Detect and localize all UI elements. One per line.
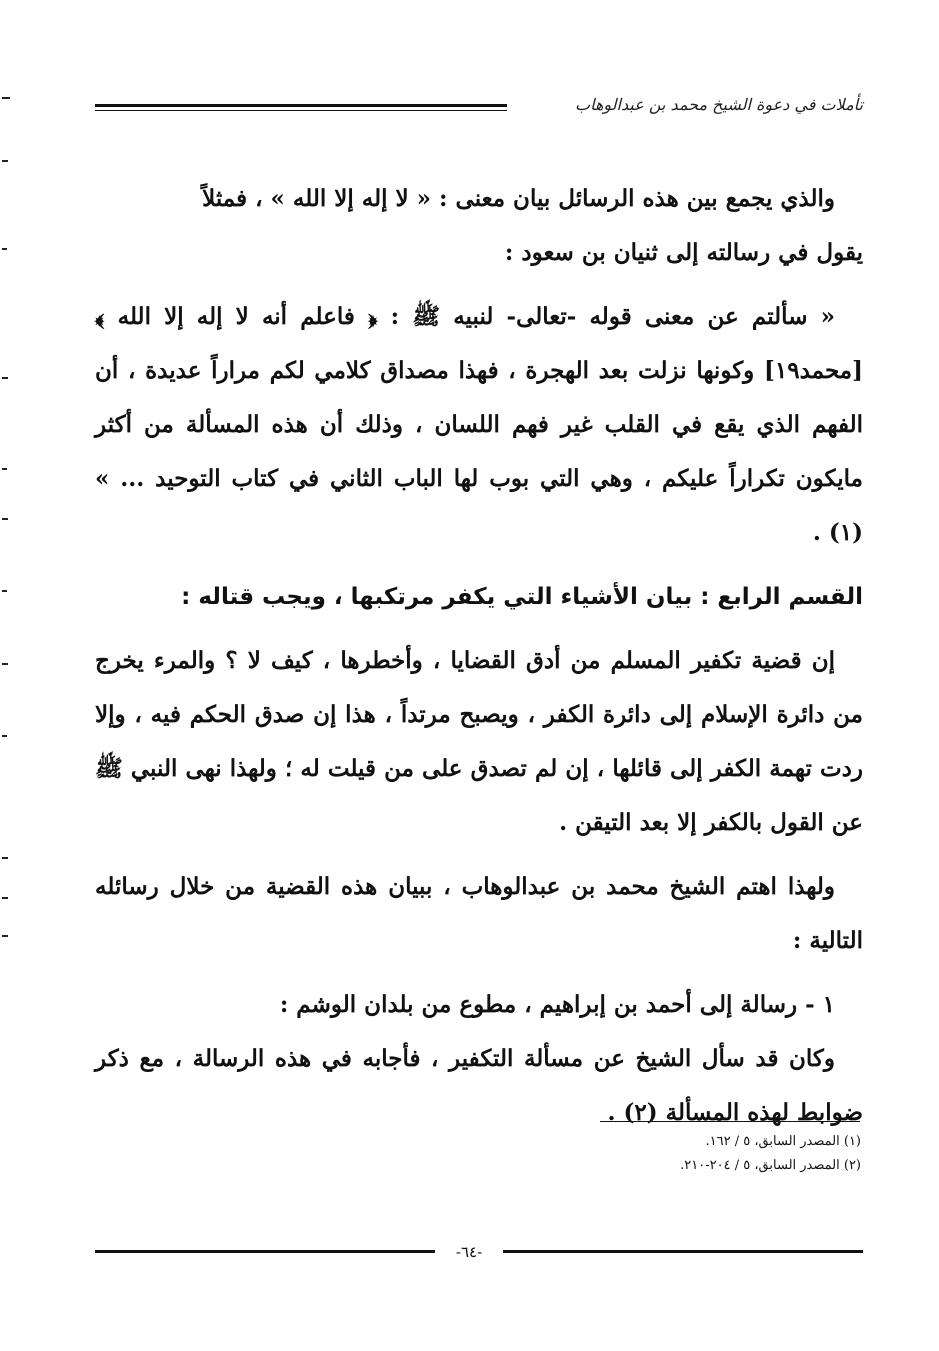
footer-rule-left — [95, 1250, 435, 1253]
paragraph-intro-line2: يقول في رسالته إلى ثنيان بن سعود : — [504, 239, 863, 266]
paragraph-letters-intro: ولهذا اهتم الشيخ محمد بن عبدالوهاب ، ببيان هذه القضية من خلال رسائله التالية : — [95, 873, 863, 954]
page-footer — [95, 1240, 863, 1264]
list-item-1: ١ - رسالة إلى أحمد بن إبراهيم ، مطوع من بلدان الوشم : — [279, 991, 835, 1018]
scan-mark — [2, 590, 7, 592]
footer-rule-right — [503, 1250, 863, 1253]
footnote-rule — [600, 1121, 860, 1122]
footnote-1: (١) المصدر السابق، ٥ / ١٦٢. — [705, 1134, 861, 1149]
header-title: تأملات في دعوة الشيخ محمد بن عبدالوهاب — [575, 95, 863, 114]
paragraph-letter-note: وكان قد سأل الشيخ عن مسألة التكفير ، فأجابه في هذه الرسالة ، مع ذكر ضوابط لهذه المسألة (٢) . — [95, 1045, 863, 1126]
paragraph-intro-line1: والذي يجمع بين هذه الرسائل بيان معنى : « لا إله إلا الله » ، فمثلاً — [202, 185, 835, 212]
scan-mark — [2, 97, 10, 99]
body-text — [95, 172, 863, 1140]
scan-mark — [2, 935, 8, 937]
paragraph-takfir: إن قضية تكفير المسلم من أدق القضايا ، وأخطرها ، كيف لا ؟ والمرء يخرج من دائرة الإسلام إلى دائرة الكفر ، ويصبح مرتداً ، هذا إن صدق الحكم فيه ، وإلا ردت تهمة الكفر إلى قائلها ، إن لم تصدق على من قيلت له ؛ ولهذا نهى النبي ﷺ عن القول بالكفر إلا بعد التيقن . — [95, 647, 863, 836]
scan-mark — [2, 248, 7, 250]
scan-mark — [2, 518, 8, 520]
page-number: -٦٤- — [455, 1243, 483, 1261]
footnote-2: (٢) المصدر السابق، ٥ / ٢٠٤-٢١٠. — [680, 1158, 861, 1173]
footnotes — [461, 1130, 861, 1178]
header-rule-thick — [95, 104, 507, 107]
running-header — [95, 92, 863, 122]
scan-mark — [2, 897, 8, 899]
scan-mark — [2, 377, 8, 379]
scan-mark — [2, 735, 7, 737]
scan-mark — [2, 160, 8, 162]
scan-mark — [2, 857, 8, 859]
scan-mark — [2, 468, 7, 470]
scan-mark — [2, 663, 8, 665]
header-rule-thin — [95, 110, 507, 111]
section-heading: القسم الرابع : بيان الأشياء التي يكفر مرتكبها ، ويجب قتاله : — [181, 584, 863, 610]
paragraph-quote: « سألتم عن معنى قوله -تعالى- لنبيه ﷺ : ﴿ فاعلم أنه لا إله إلا الله ﴾ [محمد١٩] وكونها نزلت بعد الهجرة ، فهذا مصداق كلامي لكم مراراً عديدة ، أن الفهم الذي يقع في القلب غير فهم اللسان ، وذلك أن هذه المسألة من أكثر مايكون تكراراً عليكم ، وهي التي بوب لها الباب الثاني في كتاب التوحيد ... » (١) . — [95, 303, 863, 546]
